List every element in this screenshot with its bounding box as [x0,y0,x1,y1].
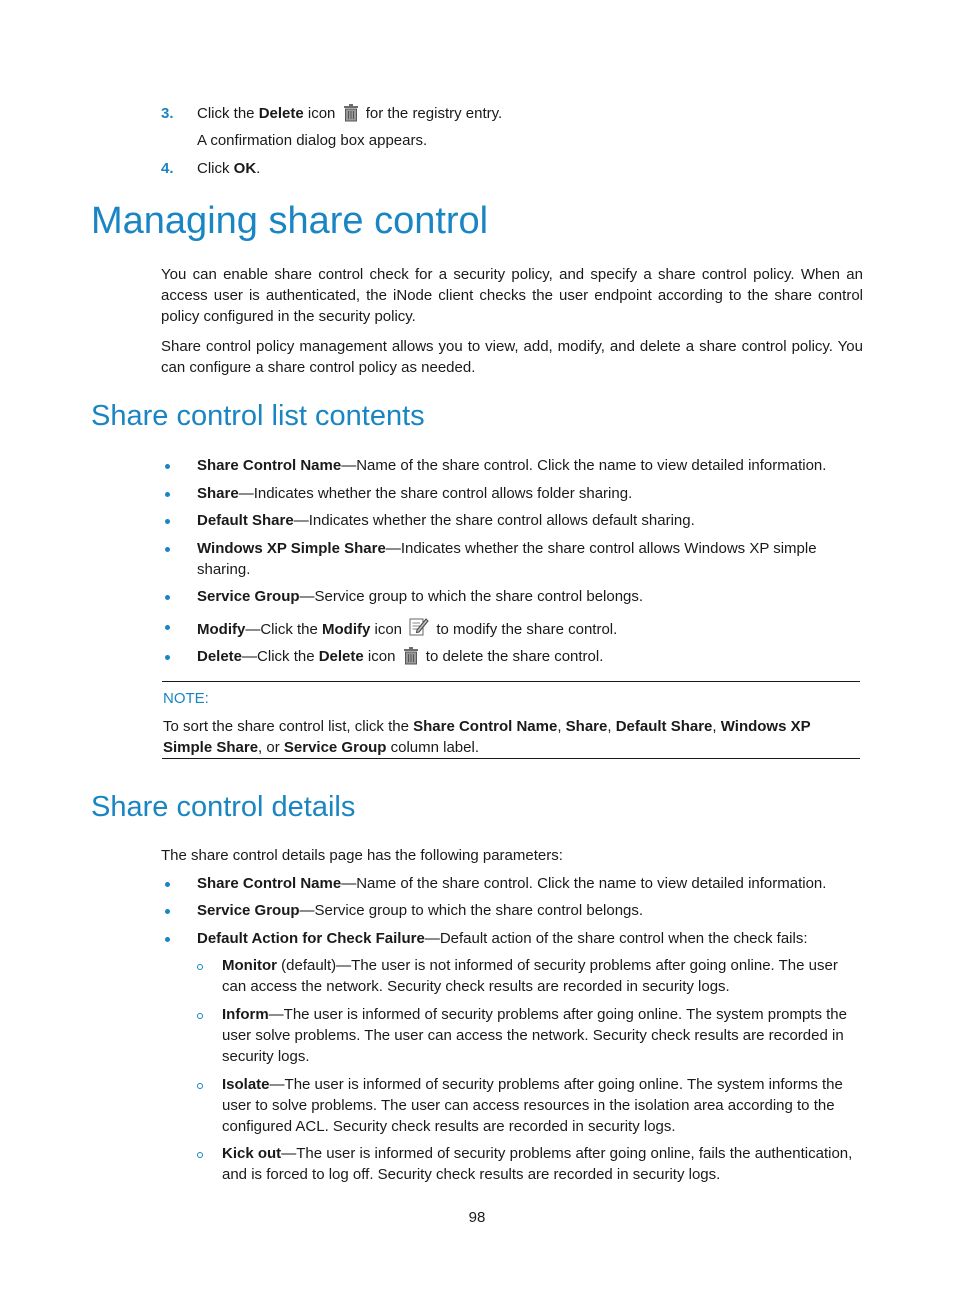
list-item: Modify—Click the Modify icon to modify the share control. [197,616,863,642]
sub-list-item: Monitor (default)—The user is not informed of security problems after going online. The user can access the network. Security check results are recorded in security logs. [222,957,838,995]
note-top-rule [162,681,860,682]
sub-bullet-icon [197,1013,203,1019]
page-number: 98 [468,1209,486,1226]
list-item: Service Group—Service group to which the share control belongs. [197,588,644,605]
sub-bullet-icon [197,964,203,970]
sub-list-item: Isolate—The user is informed of security problems after going online. The system informs the user to solve problems. The user can access resources in the isolation area according to the configured ACL. Security check results are recorded in security logs. [222,1076,843,1135]
trash-icon [403,647,419,671]
bullet-icon [165,547,170,552]
step-subtext: A confirmation dialog box appears. [197,132,428,149]
step-number: 3. [161,105,174,122]
bullet-icon [165,655,170,660]
bullet-icon [165,595,170,600]
list-item: Default Action for Check Failure—Default action of the share control when the check fails: [197,930,808,947]
step-text: Click the Delete icon for the registry entry. [197,103,502,128]
trash-icon [343,104,359,128]
list-item: Delete—Click the Delete icon to delete the share control. [197,646,863,671]
note-label: NOTE: [163,690,209,707]
bullet-icon [165,625,170,630]
list-item: Share Control Name—Name of the share control. Click the name to view detailed information. [197,875,827,892]
page-title: Managing share control [91,200,489,242]
bullet-icon [165,519,170,524]
list-item: Share Control Name—Name of the share control. Click the name to view detailed information. [197,457,827,474]
list-item: Windows XP Simple Share—Indicates whether the share control allows Windows XP simple sharing. [197,540,817,578]
bullet-icon [165,492,170,497]
sub-bullet-icon [197,1152,203,1158]
section-heading: Share control details [91,791,356,823]
note-text: To sort the share control list, click the Share Control Name, Share, Default Share, Windows XP Simple Share, or Service Group column label. [163,718,811,756]
intro-paragraph: Share control policy management allows you to view, add, modify, and delete a share control policy. You can configure a share control policy as needed. [161,338,863,376]
list-item: Service Group—Service group to which the share control belongs. [197,902,644,919]
section-lead: The share control details page has the following parameters: [161,847,563,864]
sub-list-item: Inform—The user is informed of security problems after going online. The system prompts the user solve problems. The user can access the network. Security check results are recorded in security logs. [222,1006,847,1065]
bullet-icon [165,882,170,887]
note-bottom-rule [162,758,860,759]
section-heading: Share control list contents [91,400,425,432]
list-item: Default Share—Indicates whether the share control allows default sharing. [197,512,695,529]
modify-icon [409,616,429,642]
bullet-icon [165,937,170,942]
step-number: 4. [161,160,174,177]
list-item: Share—Indicates whether the share control allows folder sharing. [197,485,633,502]
bullet-icon [165,909,170,914]
sub-bullet-icon [197,1083,203,1089]
bullet-icon [165,464,170,469]
intro-paragraph: You can enable share control check for a security policy, and specify a share control policy. When an access user is authenticated, the iNode client checks the user endpoint according to the share control policy configured in the security policy. [161,266,863,325]
step-text: Click OK. [197,160,261,177]
sub-list-item: Kick out—The user is informed of security problems after going online, fails the authentication, and is forced to log off. Security check results are recorded in security logs. [222,1145,853,1183]
